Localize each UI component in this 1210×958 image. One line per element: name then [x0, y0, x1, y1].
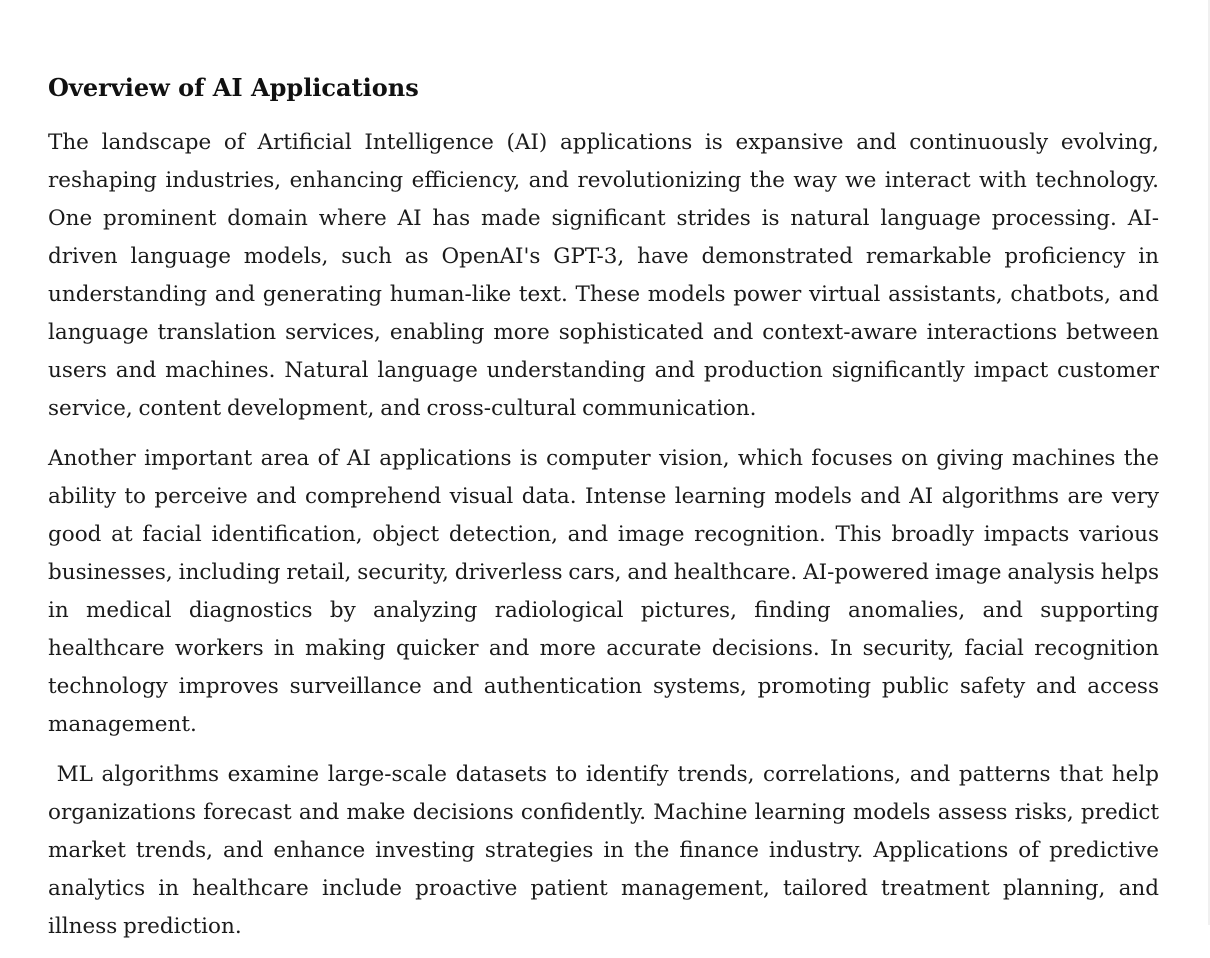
article-paragraph-2: Another important area of AI applications is computer vision, which focuses on giving machines the ability to perceive and comprehend visual data. Intense learning models and AI algorithms are very good at facial identification, object detection, and image recognition. This broadly impacts various businesses, including retail, security, driverless cars, and healthcare. AI-powered image analysis helps in medical diagnostics by analyzing radiological pictures, finding anomalies, and supporting healthcare workers in making quicker and more accurate decisions. In security, facial recognition technology improves surveillance and authentication systems, promoting public safety and access management. — [48, 446, 1159, 737]
article — [48, 70, 1165, 958]
article-heading: Overview of AI Applications — [48, 73, 419, 102]
article-paragraph-3: ML algorithms examine large-scale datasets to identify trends, correlations, and patterns that help organizations forecast and make decisions confidently. Machine learning models assess risks, predict market trends, and enhance investing strategies in the finance industry. Applications of predictive analytics in healthcare include proactive patient management, tailored treatment planning, and illness prediction. — [48, 762, 1165, 939]
article-paragraph-1: The landscape of Artificial Intelligence (AI) applications is expansive and continuously evolving, reshaping industries, enhancing efficiency, and revolutionizing the way we interact with technology. One prominent domain where AI has made significant strides is natural language processing. AI-driven language models, such as OpenAI's GPT-3, have demonstrated remarkable proficiency in understanding and generating human-like text. These models power virtual assistants, chatbots, and language translation services, enabling more sophisticated and context-aware interactions between users and machines. Natural language understanding and production significantly impact customer service, content development, and cross-cultural communication. — [48, 130, 1159, 421]
